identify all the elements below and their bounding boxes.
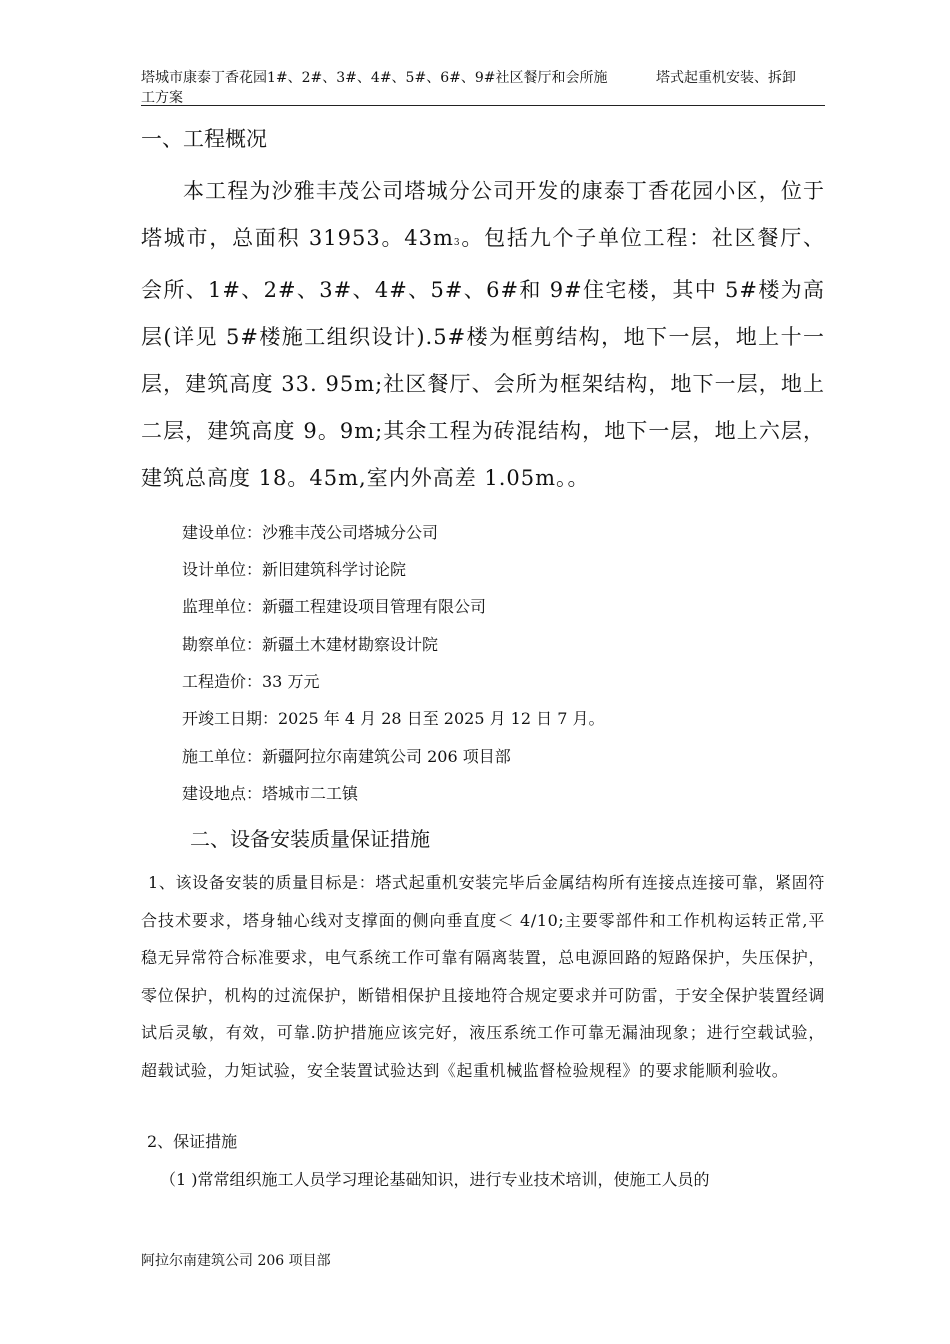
header-divider [141, 105, 825, 106]
quality-target-text: 1、该设备安装的质量目标是：塔式起重机安装完毕后金属结构所有连接点连接可靠，紧固符合技术要求，塔身轴心线对支撑面的侧向垂直度＜ 4/10;主要零部件和工作机构运转正常,平稳无异常符合标准要求，电气系统工作可靠有隔离装置，总电源回路的短路保护，失压保护，零位保护，机构的过流保护，断错相保护且接地符合规定要求并可防雷，于安全保护装置经调试后灵敏，有效，可靠.防护措施应该完好，液压系统工作可靠无漏油现象；进行空载试验，超载试验，力矩试验，安全装置试验达到《起重机械监督检验规程》的要求能顺利验收。 [141, 873, 825, 1080]
info-project-cost: 工程造价：33 万元 [182, 672, 320, 691]
unit-superscript: 3 [453, 238, 461, 248]
intro-text-part1: 本工程为沙雅丰茂公司塔城分公司开发的康泰丁香花园小区，位于塔城市，总面积 31953。43m [141, 179, 825, 250]
measure-item-1: （1 )常常组织施工人员学习理论基础知识，进行专业技术培训，使施工人员的 [160, 1170, 710, 1189]
intro-text-part2: 。包括九个子单位工程：社区餐厅、会所、1#、2#、3#、4#、5#、6#和 9#住宅楼，其中 5#楼为高层(详见 5#楼施工组织设计).5#楼为框剪结构，地下一层，地上十一层，建筑高度 33. 95m;社区餐厅、会所为框架结构，地下一层，地上二层，建筑高度 9。9m;其余工程为砖混结构，地下一层，地上六层，建筑总高度 18。45m,室内外高差 1.05m。。 [141, 226, 826, 490]
section-2-heading: 二、设备安装质量保证措施 [190, 827, 430, 851]
info-construction-unit: 建设单位：沙雅丰茂公司塔城分公司 [182, 523, 439, 542]
guarantee-measures-heading: 2、保证措施 [147, 1132, 238, 1151]
project-overview-paragraph [141, 168, 825, 502]
info-supervision-unit: 监理单位：新疆工程建设项目管理有限公司 [182, 597, 487, 616]
header-document-type: 塔式起重机安装、拆卸 [656, 70, 796, 86]
header-project-title: 塔城市康泰丁香花园1#、2#、3#、4#、5#、6#、9#社区餐厅和会所施工方案 [141, 70, 608, 106]
info-survey-unit: 勘察单位：新疆土木建材勘察设计院 [182, 635, 439, 654]
info-location: 建设地点：塔城市二工镇 [182, 784, 359, 803]
footer-company: 阿拉尔南建筑公司 206 项目部 [141, 1253, 331, 1269]
info-schedule: 开竣工日期：2025 年 4 月 28 日至 2025 月 12 日 7 月。 [182, 709, 605, 728]
section-1-heading: 一、工程概况 [141, 127, 267, 151]
info-contractor: 施工单位：新疆阿拉尔南建筑公司 206 项目部 [182, 747, 511, 766]
info-design-unit: 设计单位：新旧建筑科学讨论院 [182, 560, 407, 579]
quality-target-paragraph [141, 864, 825, 1089]
